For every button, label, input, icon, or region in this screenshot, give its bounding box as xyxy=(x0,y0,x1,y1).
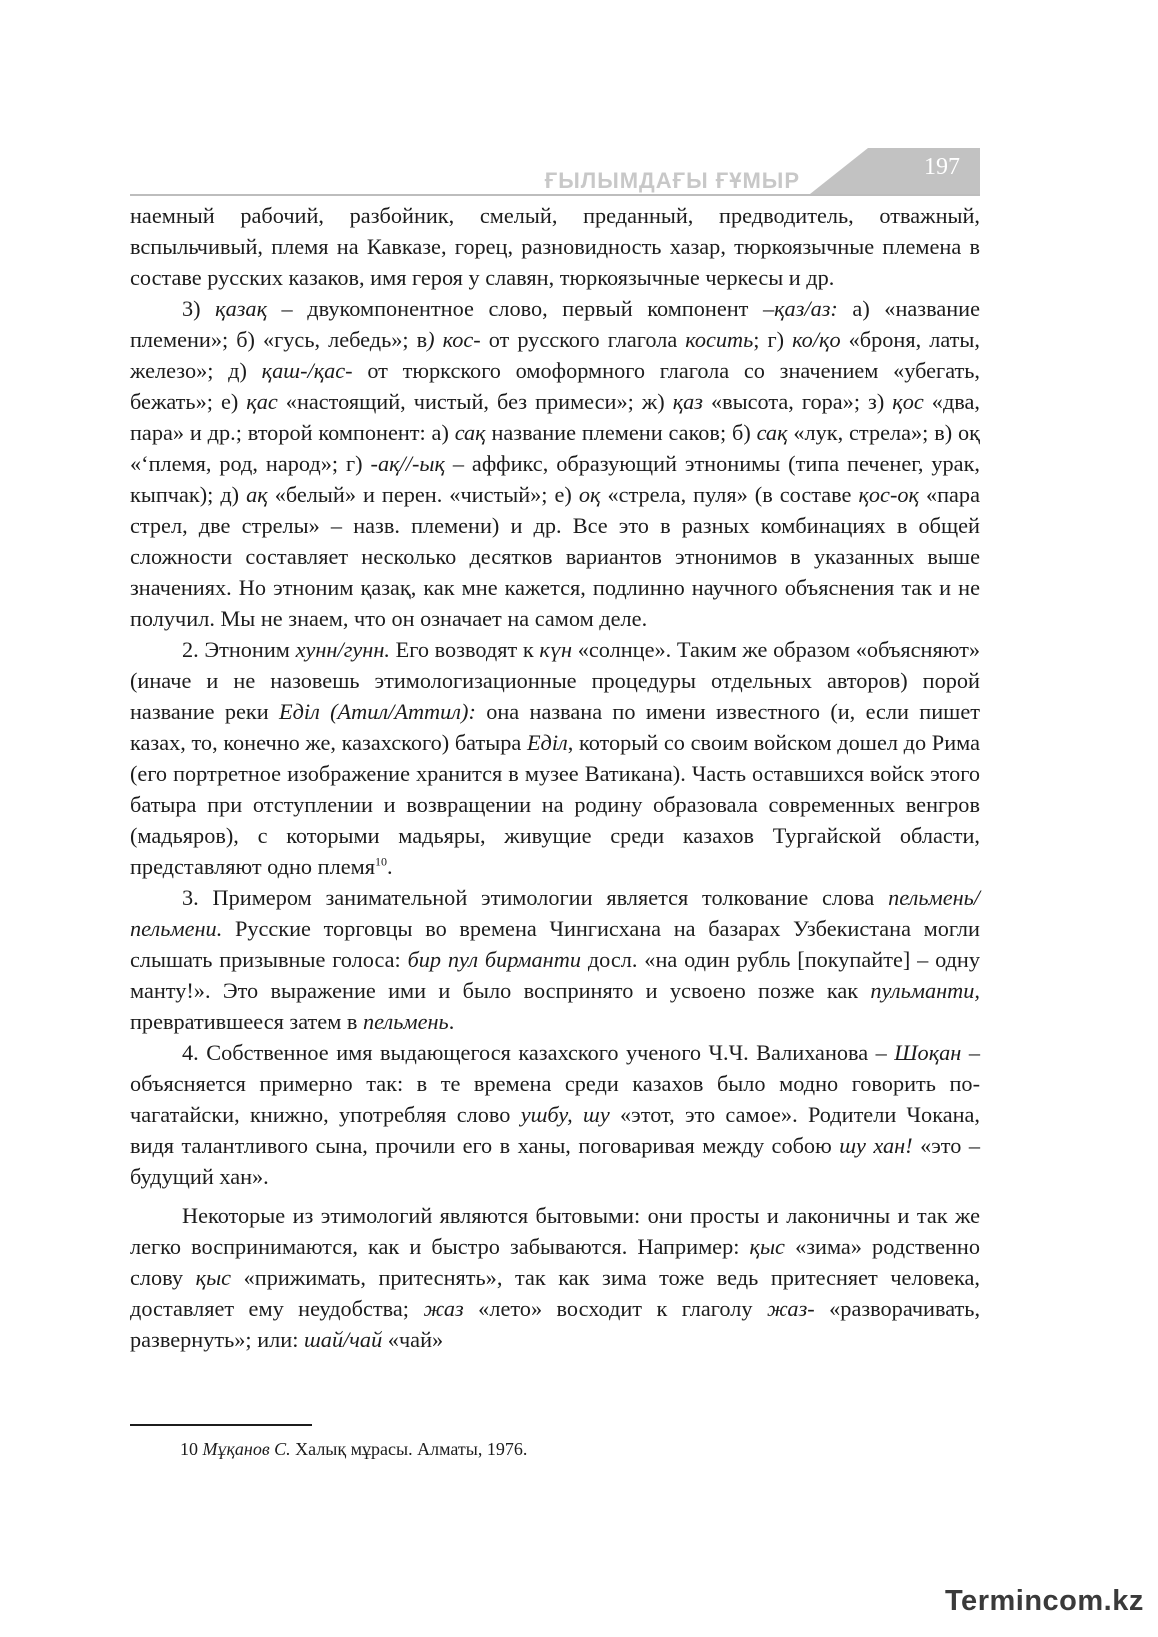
text-run: она названа по имени известного (и, если пишет казах, то, конечно же, казахского) батыра xyxy=(130,699,980,755)
text-run: – двукомпонентное слово, первый компонент – xyxy=(267,296,775,321)
italic-term: сақ xyxy=(756,420,788,445)
text-run: «чай» xyxy=(382,1327,444,1352)
text-run: «лук, стрела»; в) оқ «‘племя, род, народ»; г) xyxy=(130,420,980,476)
text-run: 4. Собственное имя выдающегося казахского ученого Ч.Ч. Валиханова – xyxy=(182,1040,895,1065)
header-rule xyxy=(130,194,980,196)
text-run: превратившееся затем в xyxy=(130,1009,363,1034)
italic-term: шай/чай xyxy=(303,1327,383,1352)
text-run: наемный рабочий, разбойник, смелый, преданный, предводитель, отважный, вспыльчивый, племя на Кавказе, горец, разновидность хазар, тюркоязычные племена в составе русских казаков, имя героя у славян, тюркоязычные черкесы и др. xyxy=(130,203,980,290)
text-run: а) «название племени»; б) «гусь, лебедь»; в xyxy=(130,296,980,352)
text-run: «два, пара» и др.; второй компонент: а) xyxy=(130,389,980,445)
text-run: «пара стрел, две стрелы» – назв. племени) и др. Все это в разных комбинациях в общей сложности составляет несколько десятков вариантов этнонимов в указанных выше значениях. Но этноним қазақ, как мне кажется, подлинно научного объяснения так и не получил. Мы не знаем, что он означает на самом деле. xyxy=(130,482,980,631)
text-run: «броня, латы, железо»; д) xyxy=(130,327,980,383)
italic-term: бир пул бирманти xyxy=(407,947,581,972)
italic-term: пельмень/пельмени. xyxy=(130,885,980,941)
italic-term: ) кос- xyxy=(427,327,481,352)
italic-term: қаз/аз: xyxy=(774,296,838,321)
text-run: «высота, гора»; з) xyxy=(702,389,893,414)
italic-term: қыс xyxy=(195,1265,232,1290)
italic-term: -ақ//-ық xyxy=(370,451,445,476)
text-run: «настоящий, чистый, без примеси»; ж) xyxy=(277,389,673,414)
text-run: «прижимать, притеснять», так как зима тоже ведь притесняет человека, доставляет ему неудобства; xyxy=(130,1265,980,1321)
paragraph xyxy=(130,1037,980,1192)
italic-term: Еділ xyxy=(526,730,568,755)
paragraph xyxy=(130,634,980,882)
text-run: «солнце». Таким же образом «объясняют» (иначе и не назовешь этимологизационные процедуры отдельных авторов) порой название реки xyxy=(130,637,980,724)
italic-term: оқ xyxy=(578,482,601,507)
body-text xyxy=(130,200,980,1355)
text-run: досл. «на один рубль [покупайте] – одну манту!». Это выражение ими и было воспринято и усвоено позже как xyxy=(130,947,980,1003)
paragraph xyxy=(130,1200,980,1355)
italic-term: косить xyxy=(685,327,754,352)
italic-term: хунн/гунн. xyxy=(295,637,390,662)
text-run: «стрела, пуля» (в составе xyxy=(600,482,859,507)
watermark-logo: Termincom.kz xyxy=(945,1585,1144,1617)
text-run: «лето» восходит к глаголу xyxy=(463,1296,767,1321)
text-run: 3) xyxy=(182,296,216,321)
text-run: «зима» родственно слову xyxy=(130,1234,980,1290)
italic-term: Шоқан xyxy=(894,1040,962,1065)
page-number: 197 xyxy=(924,154,960,180)
footnote-text: Халық мұрасы. Алматы, 1976. xyxy=(295,1439,528,1459)
italic-term: қаш-/қас- xyxy=(261,358,353,383)
text-run: «это – будущий хан». xyxy=(130,1133,980,1189)
header-title: ҒЫЛЫМДАҒЫ ҒҰМЫР xyxy=(544,168,800,193)
text-run: «белый» и перен. «чистый»; е) xyxy=(267,482,579,507)
text-run: 3. Примером занимательной этимологии является толкование слова xyxy=(182,885,889,910)
italic-term: Еділ (Атил/Аттил): xyxy=(278,699,476,724)
italic-term: пельмень xyxy=(362,1009,449,1034)
paragraph xyxy=(130,293,980,634)
italic-term: қос xyxy=(892,389,924,414)
italic-term: қазақ xyxy=(215,296,267,321)
footnote-author: Мұқанов С. xyxy=(202,1439,291,1459)
paragraph xyxy=(130,200,980,293)
italic-term: пульманти, xyxy=(870,978,980,1003)
text-run: , который со своим войском дошел до Рима (его портретное изображение хранится в музее Ватикана). Часть оставшихся войск этого батыра при отступлении и возвращении на родину образовала современных венгров (мадьяров), с которыми мадьяры, живущие среди казахов Тургайской области, представляют одно племя xyxy=(130,730,980,879)
italic-term: қос-оқ xyxy=(858,482,919,507)
italic-term: ушбу, шу xyxy=(520,1102,610,1127)
footnote-number: 10 xyxy=(180,1439,198,1459)
italic-term: шу хан! xyxy=(839,1133,913,1158)
paragraph xyxy=(130,882,980,1037)
text-run: . xyxy=(448,1009,455,1034)
text-run: Некоторые из этимологий являются бытовыми: они просты и лаконичны и так же легко воспринимаются, как и быстро забываются. Например: xyxy=(130,1203,980,1259)
italic-term: күн xyxy=(539,637,573,662)
footnote-separator xyxy=(130,1424,312,1426)
text-run: Его возводят к xyxy=(389,637,540,662)
text-run: от русского глагола xyxy=(480,327,686,352)
text-run: – аффикс, образующий этнонимы (типа печенег, урак, кыпчак); д) xyxy=(130,451,980,507)
text-run: 2. Этноним xyxy=(182,637,296,662)
italic-term: қас xyxy=(246,389,278,414)
text-run: ; г) xyxy=(753,327,793,352)
text-run: название племени саков; б) xyxy=(485,420,757,445)
text-run: Русские торговцы во времена Чингисхана на базарах Узбекистана могли слышать призывные голоса: xyxy=(130,916,980,972)
italic-term: қыс xyxy=(749,1234,785,1259)
italic-term: қаз xyxy=(672,389,703,414)
text-run: от тюркского омоформного глагола со значением «убегать, бежать»; е) xyxy=(130,358,981,414)
text-run: «разворачивать, развернуть»; или: xyxy=(130,1296,981,1352)
italic-term: жаз- xyxy=(766,1296,815,1321)
italic-term: жаз xyxy=(423,1296,464,1321)
footnote-reference: 10 xyxy=(374,854,387,869)
page-number-tab xyxy=(810,148,980,194)
text-run: – объясняется примерно так: в те времена среди казахов было модно говорить по-чагатайски, книжно, употребляя слово xyxy=(130,1040,980,1127)
italic-term: ко/қо xyxy=(792,327,841,352)
italic-term: сақ xyxy=(454,420,486,445)
footnote xyxy=(180,1438,527,1460)
italic-term: ақ xyxy=(246,482,268,507)
running-header xyxy=(130,148,980,196)
text-run: «этот, это самое». Родители Чокана, видя талантливого сына, прочили его в ханы, поговаривая между собою xyxy=(130,1102,980,1158)
text-run: . xyxy=(386,854,393,879)
